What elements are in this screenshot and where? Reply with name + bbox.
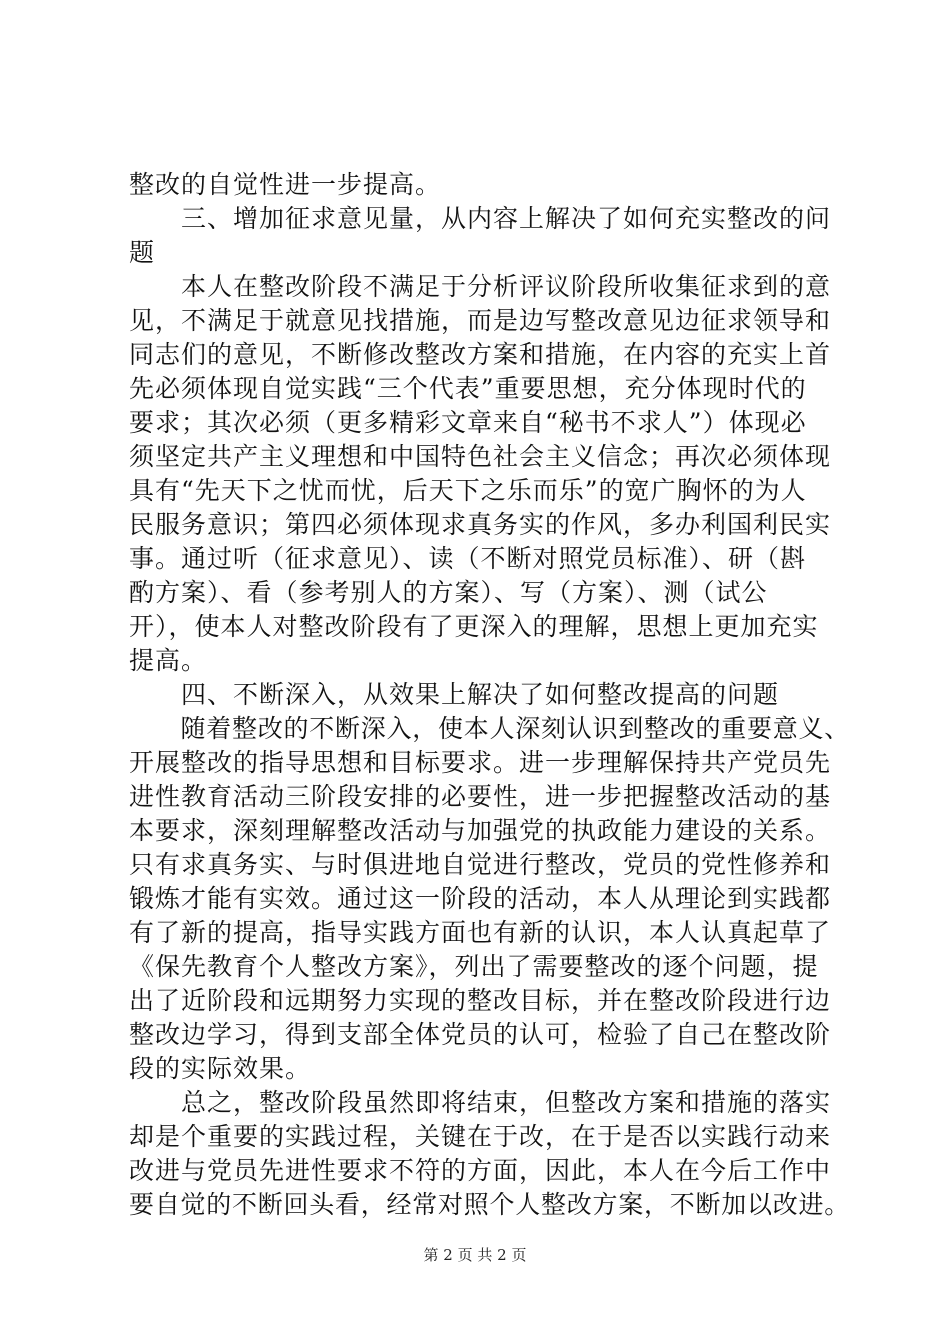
text-line: 开），使本人对整改阶段有了更深入的理解，思想上更加充实: [129, 612, 819, 641]
text-line: 题: [129, 238, 156, 267]
text-line: 进性教育活动三阶段安排的必要性，进一步把握整改活动的基: [129, 782, 832, 811]
text-line: 民服务意识；第四必须体现求真务实的作风，多办利国利民实: [129, 510, 832, 539]
text-line: 却是个重要的实践过程，关键在于改，在于是否以实践行动来: [129, 1122, 832, 1151]
text-line: 本人在整改阶段不满足于分析评议阶段所收集征求到的意: [129, 272, 832, 301]
text-line: 只有求真务实、与时俱进地自觉进行整改，党员的党性修养和: [129, 850, 832, 879]
text-line: 具有“先天下之忧而忧，后天下之乐而乐”的宽广胸怀的为人: [129, 476, 807, 505]
text-line: 须坚定共产主义理想和中国特色社会主义信念；再次必须体现: [129, 442, 832, 471]
text-line: 酌方案）、看（参考别人的方案）、写（方案）、测（试公: [129, 578, 768, 607]
text-line: 要求；其次必须（更多精彩文章来自“秘书不求人”）体现必: [129, 408, 807, 437]
text-line: 锻炼才能有实效。通过这一阶段的活动，本人从理论到实践都: [129, 884, 832, 913]
text-line: 整改边学习，得到支部全体党员的认可，检验了自己在整改阶: [129, 1020, 832, 1049]
text-line: 改进与党员先进性要求不符的方面，因此，本人在今后工作中: [129, 1156, 832, 1185]
text-line: 总之，整改阶段虽然即将结束，但整改方案和措施的落实: [129, 1088, 832, 1117]
text-line: 随着整改的不断深入，使本人深刻认识到整改的重要意义、: [129, 714, 851, 743]
text-line: 三、增加征求意见量，从内容上解决了如何充实整改的问: [129, 204, 832, 233]
text-line: 四、不断深入，从效果上解决了如何整改提高的问题: [129, 680, 780, 709]
text-line: 出了近阶段和远期努力实现的整改目标，并在整改阶段进行边: [129, 986, 832, 1015]
text-line: 开展整改的指导思想和目标要求。进一步理解保持共产党员先: [129, 748, 832, 777]
text-line: 段的实际效果。: [129, 1054, 312, 1083]
text-line: 提高。: [129, 646, 208, 675]
text-line: 先必须体现自觉实践“三个代表”重要思想，充分体现时代的: [129, 374, 807, 403]
text-line: 有了新的提高，指导实践方面也有新的认识，本人认真起草了: [129, 918, 832, 947]
page-number-footer: 第 2 页 共 2 页: [423, 1246, 527, 1264]
text-line: 见，不满足于就意见找措施，而是边写整改意见边征求领导和: [129, 306, 832, 335]
text-line: 要自觉的不断回头看，经常对照个人整改方案，不断加以改进。: [129, 1190, 851, 1219]
text-line: 整改的自觉性进一步提高。: [129, 170, 442, 199]
text-line: 同志们的意见，不断修改整改方案和措施，在内容的充实上首: [129, 340, 832, 369]
text-line: 《保先教育个人整改方案》，列出了需要整改的逐个问题，提: [129, 952, 819, 981]
text-line: 事。通过听（征求意见）、读（不断对照党员标准）、研（斟: [129, 544, 807, 573]
text-line: 本要求，深刻理解整改活动与加强党的执政能力建设的关系。: [129, 816, 832, 845]
